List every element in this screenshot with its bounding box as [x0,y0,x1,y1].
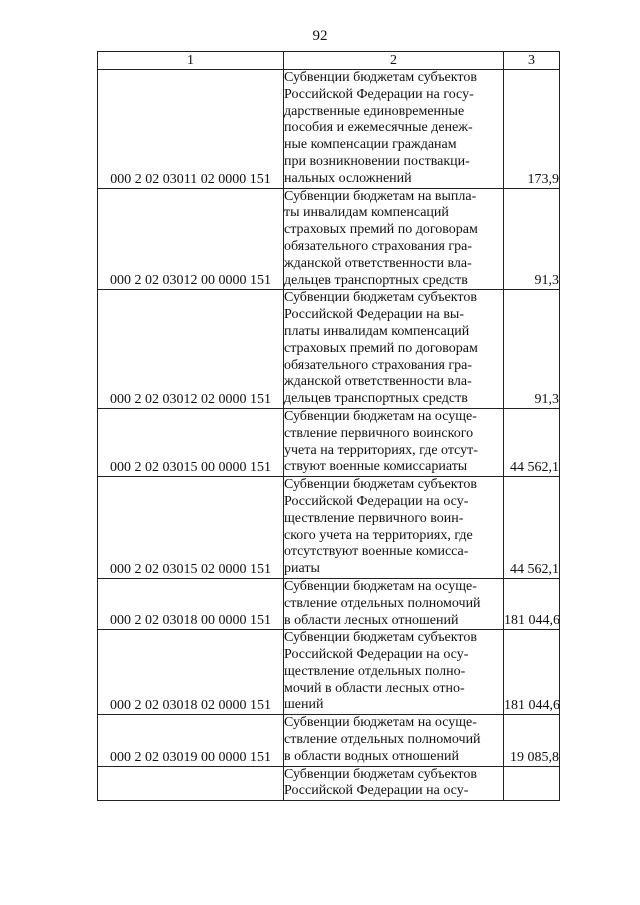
revenue-name-line: платы инвалидам компенсаций [284,323,470,339]
revenue-name-line: жданской ответственности вла- [284,255,472,271]
revenue-name-line: ствление отдельных полномочий [284,595,481,611]
revenue-name-line: Субвенции бюджетам субъектов [284,70,477,85]
revenue-name-line: обязательного страхования гра- [284,238,473,254]
revenue-name [284,630,504,715]
classification-code [98,766,284,801]
classification-code: 000 2 02 03018 02 0000 151 [98,630,284,715]
budget-revenue-table [97,51,560,801]
revenue-name-line: при возникновении поствакци- [284,153,470,169]
revenue-name-line: дельцев транспортных средств [284,272,468,288]
revenue-name-line: ществление отдельных полно- [284,663,466,679]
column-header-code: 1 [98,52,284,70]
revenue-name-line: Субвенции бюджетам субъектов [284,766,477,782]
amount: 19 085,8 [504,715,560,766]
table-row [98,408,560,476]
revenue-name-line: ты инвалидам компенсаций [284,205,449,221]
amount: 44 562,1 [504,477,560,579]
revenue-name [284,766,504,801]
revenue-name-line: дельцев транспортных средств [284,391,468,407]
revenue-name-line: Субвенции бюджетам субъектов [284,477,477,493]
revenue-name-line: мочий в области лесных отно- [284,680,465,696]
revenue-name-line: Российской Федерации на осу- [284,647,469,663]
revenue-name-line: Субвенции бюджетам на осуще- [284,715,477,731]
amount: 181 044,6 [504,578,560,629]
revenue-name [284,70,504,189]
classification-code: 000 2 02 03011 02 0000 151 [98,70,284,189]
table-row [98,70,560,189]
revenue-name-line: ского учета на территориях, где [284,527,473,543]
revenue-name [284,477,504,579]
revenue-name-line: в области водных отношений [284,748,459,764]
revenue-name-line: жданской ответственности вла- [284,374,472,390]
table-row [98,766,560,801]
classification-code: 000 2 02 03012 02 0000 151 [98,290,284,409]
revenue-name-line: риаты [284,561,320,577]
revenue-name-line: в области лесных отношений [284,612,459,628]
table-row [98,715,560,766]
revenue-name-line: Российской Федерации на вы- [284,307,464,323]
revenue-name-line: страховых премий по договорам [284,340,478,356]
classification-code: 000 2 02 03015 00 0000 151 [98,408,284,476]
revenue-name [284,578,504,629]
classification-code: 000 2 02 03015 02 0000 151 [98,477,284,579]
revenue-name-line: ствление первичного воинского [284,425,474,441]
revenue-name-line: обязательного страхования гра- [284,357,473,373]
revenue-name-line: ществление первичного воин- [284,510,464,526]
table-row [98,630,560,715]
table-row [98,188,560,290]
table-row [98,290,560,409]
table-row [98,477,560,579]
revenue-name-line: Российской Федерации на госу- [284,86,474,102]
column-header-amount: 3 [504,52,560,70]
revenue-name-line: Субвенции бюджетам на выпла- [284,188,477,204]
revenue-name-line: страховых премий по договорам [284,222,478,238]
revenue-name-line: дарственные единовременные [284,103,465,119]
revenue-name-line: Субвенции бюджетам субъектов [284,630,477,646]
table-body [98,70,560,801]
revenue-name-line: учета на территориях, где отсут- [284,442,478,458]
page-number: 92 [312,28,328,44]
amount [504,766,560,801]
table-header-row [98,52,560,70]
amount: 181 044,6 [504,630,560,715]
revenue-name-line: ные компенсации гражданам [284,137,457,153]
revenue-name [284,188,504,290]
revenue-name [284,290,504,409]
revenue-name-line: отсутствуют военные комисса- [284,544,469,560]
amount: 44 562,1 [504,408,560,476]
revenue-name-line: нальных осложнений [284,170,412,186]
amount: 173,9 [504,70,560,189]
amount: 91,3 [504,290,560,409]
classification-code: 000 2 02 03012 00 0000 151 [98,188,284,290]
revenue-name [284,408,504,476]
revenue-name-line: шений [284,697,324,713]
revenue-name-line: Российской Федерации на осу- [284,493,469,509]
revenue-name-line: Субвенции бюджетам субъектов [284,290,477,306]
revenue-name-line: ствуют военные комиссариаты [284,459,468,475]
classification-code: 000 2 02 03018 00 0000 151 [98,578,284,629]
revenue-name-line: Российской Федерации на осу- [284,783,469,799]
revenue-name-line: пособия и ежемесячные денеж- [284,120,473,136]
classification-code: 000 2 02 03019 00 0000 151 [98,715,284,766]
revenue-name-line: Субвенции бюджетам на осуще- [284,578,477,594]
table-row [98,578,560,629]
revenue-name-line: ствление отдельных полномочий [284,732,481,748]
column-header-name: 2 [284,52,504,70]
revenue-name-line: Субвенции бюджетам на осуще- [284,408,477,424]
amount: 91,3 [504,188,560,290]
revenue-name [284,715,504,766]
